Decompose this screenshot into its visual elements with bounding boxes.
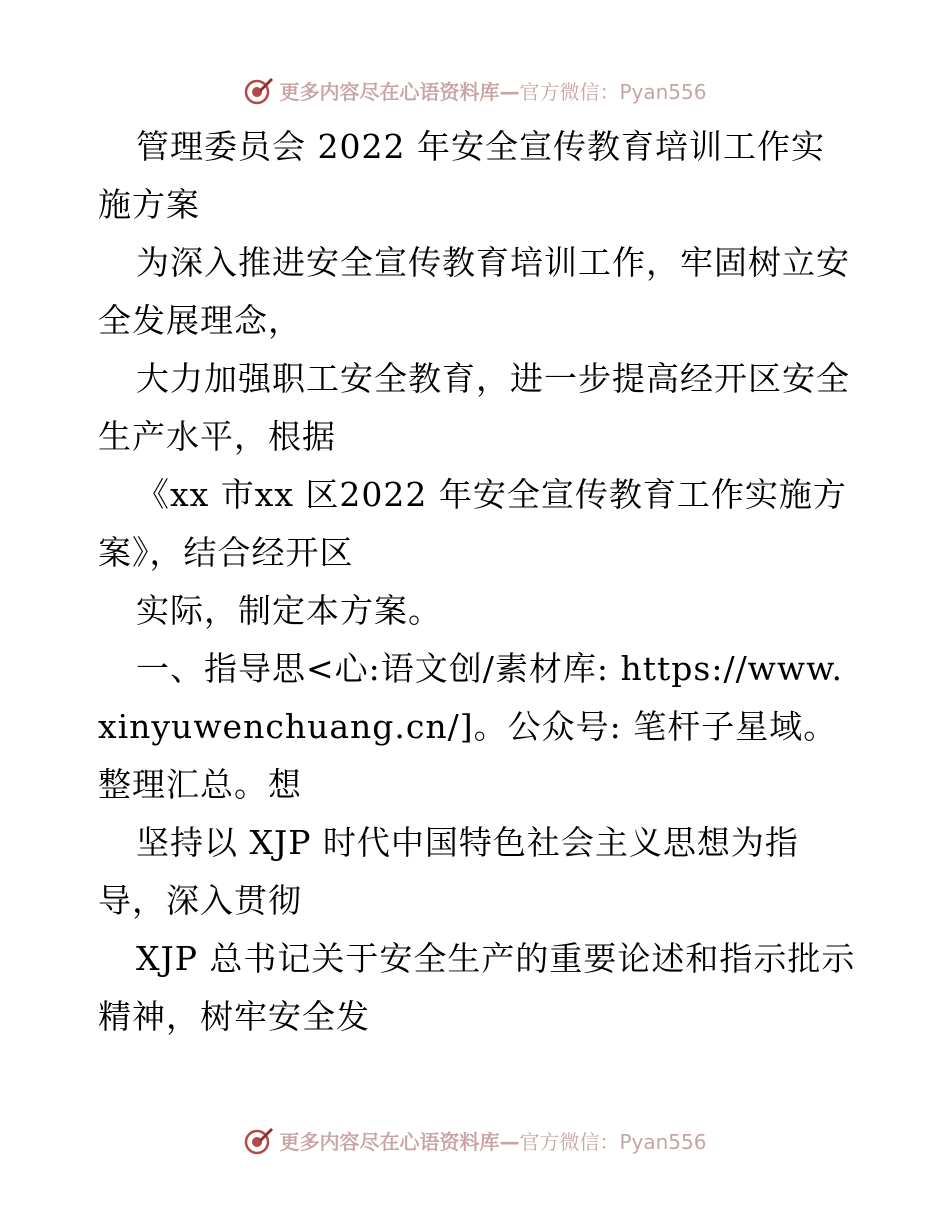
document-body — [98, 118, 858, 1046]
banner-wechat: 官方微信：Pyan556 — [519, 1129, 707, 1154]
quill-pen-circle-icon — [243, 1124, 275, 1156]
paragraph: 为深入推进安全宣传教育培训工作，牢固树立安全发展理念， — [98, 243, 850, 340]
section-heading: 一、指导思<心:语文创/素材库: https://www.xinyuwenchuang.cn/]。公众号: 笔杆子星域。整理汇总。想 — [98, 649, 843, 804]
footer-watermark-banner — [0, 1120, 950, 1160]
header-watermark-banner — [0, 70, 950, 110]
paragraph: XJP 总书记关于安全生产的重要论述和指示批示精神，树牢安全发 — [98, 939, 856, 1036]
quill-pen-circle-icon — [243, 74, 275, 106]
document-title: 管理委员会 2022 年安全宣传教育培训工作实施方案 — [98, 127, 825, 224]
paragraph: 大力加强职工安全教育，进一步提高经开区安全生产水平，根据 — [98, 359, 850, 456]
banner-text: 更多内容尽在心语资料库— — [279, 1129, 520, 1154]
banner-text: 更多内容尽在心语资料库— — [279, 79, 520, 104]
paragraph: 《xx 市xx 区2022 年安全宣传教育工作实施方案》，结合经开区 — [98, 475, 847, 572]
paragraph: 坚持以 XJP 时代中国特色社会主义思想为指导，深入贯彻 — [98, 823, 799, 920]
banner-wechat: 官方微信：Pyan556 — [519, 79, 707, 104]
paragraph: 实际，制定本方案。 — [136, 591, 442, 630]
